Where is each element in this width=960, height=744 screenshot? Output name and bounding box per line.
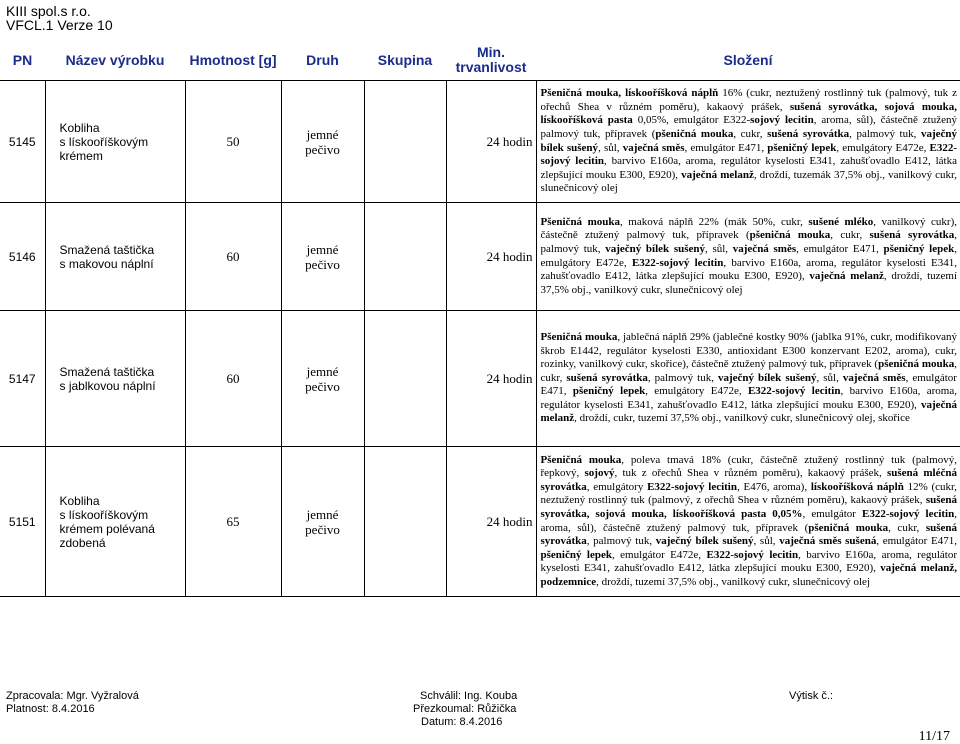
ingredient-text: , palmový tuk, [849, 127, 921, 140]
product-group [364, 311, 446, 447]
ingredient-text: , emulgátor E471, [684, 141, 768, 154]
allergen-text: pšeničný lepek [767, 141, 837, 154]
ingredient-text: , emulgátor E472e, [611, 548, 707, 561]
product-type-line: jemné [306, 506, 339, 522]
col-header-weight: Hmotnost [g] [185, 40, 281, 81]
ingredient-text: , tuk z ořechů Shea v různém poměru), kakaový prášek, [614, 467, 887, 480]
product-name-line: Kobliha [59, 120, 100, 135]
product-name-line: s jablkovou náplní [59, 378, 156, 393]
product-group [364, 203, 446, 311]
allergen-text: Pšeničná mouka [540, 215, 621, 228]
allergen-text: Pšeničná mouka [540, 453, 622, 466]
allergen-text: vaječná směs [732, 242, 797, 255]
ingredient-text: , emulgátory [586, 480, 648, 493]
product-code: 5147 [0, 311, 45, 447]
allergen-text: pšeničná mouka [878, 358, 955, 371]
allergen-text: E322-sojový lecitin [647, 480, 737, 493]
product-type-line: jemné [306, 363, 339, 379]
footer-date: Datum: 8.4.2016 [421, 716, 503, 728]
allergen-text: E322-sojový lecitin [706, 548, 799, 561]
product-composition [536, 311, 960, 447]
ingredient-text: , cukr, [733, 127, 768, 140]
product-name-line: krémem [59, 148, 103, 163]
page-number: 11/17 [918, 729, 950, 744]
company-name: KIII spol.s r.o. [6, 3, 91, 19]
allergen-text: pšeničná mouka [749, 229, 831, 242]
col-header-name: Název výrobku [45, 40, 185, 81]
ingredient-text: , aroma, sůl), částečně ztužený palmový tuk, přípravek ( [540, 114, 957, 140]
table-row [0, 311, 960, 447]
allergen-text: sušené mléko [808, 215, 874, 228]
allergen-text: vaječný bílek sušený [605, 242, 706, 255]
allergen-text: sušená syrovátka [540, 521, 958, 548]
table-row [0, 81, 960, 203]
ingredient-text: , cukr, [540, 358, 957, 384]
col-header-shelf-line1: Min. [477, 44, 505, 60]
table-row [0, 203, 960, 311]
ingredient-text: , sůl, [598, 141, 623, 154]
ingredient-text: , sůl, [816, 371, 843, 384]
product-code: 5146 [0, 203, 45, 311]
ingredient-text: , palmový tuk, [586, 535, 656, 548]
ingredient-text: , palmový tuk, [647, 371, 718, 384]
col-header-type: Druh [281, 40, 364, 81]
product-name [45, 311, 185, 447]
allergen-text: vaječná melanž [681, 168, 754, 181]
footer-print-number: Výtisk č.: [789, 690, 834, 702]
allergen-text: pšeničný lepek [572, 385, 646, 398]
product-name-line: s lískooříškovým [59, 507, 149, 522]
product-type [281, 447, 364, 597]
product-type-line: pečivo [305, 521, 340, 537]
ingredient-text: , cukr, [830, 229, 870, 242]
product-name [45, 203, 185, 311]
allergen-text: E322-sojový lecitin [540, 141, 957, 168]
allergen-text: pšeničný lepek [540, 548, 612, 561]
product-composition [536, 81, 960, 203]
ingredient-text: , droždí, tuzemák 37,5% obj., vanilkový cukr, slunečnicový olej [540, 168, 957, 195]
product-name-line: Smažená taštička [59, 242, 155, 257]
ingredient-text: , emulgátor [802, 507, 863, 520]
product-type-line: pečivo [305, 141, 340, 157]
ingredient-text: , emulgátor E471, [540, 371, 957, 398]
product-name [45, 81, 185, 203]
products-table [0, 40, 960, 597]
table-header-row [0, 40, 960, 81]
ingredient-text: , emulgátor E471, [796, 242, 884, 255]
product-name-line: s makovou náplní [59, 256, 154, 271]
product-name-line: Smažená taštička [59, 364, 155, 379]
product-weight: 60 [185, 203, 281, 311]
product-shelf-life: 24 hodin [446, 203, 536, 311]
product-name-line: s lískooříškovým [59, 134, 149, 149]
ingredient-text: , emulgátor E471, [876, 535, 957, 548]
allergen-text: vaječná melanž [540, 398, 957, 425]
ingredient-text: , emulgátory E472e, [540, 242, 957, 269]
ingredient-text: , E476, aroma), [736, 480, 811, 493]
ingredient-text: , emulgátory E472e, [836, 141, 930, 154]
allergen-text: vaječný bílek sušený [717, 371, 817, 384]
product-code: 5151 [0, 447, 45, 597]
allergen-text: vaječná melanž, podzemnice [540, 562, 957, 588]
product-weight: 65 [185, 447, 281, 597]
allergen-text: Pšeničná mouka, lískooříšková náplň [540, 87, 719, 100]
product-type-line: pečivo [305, 378, 340, 394]
allergen-text: vaječná směs [622, 141, 685, 154]
product-name-line: krémem polévaná [59, 521, 155, 536]
allergen-text: sojový [584, 467, 615, 480]
allergen-text: pšeničná mouka [655, 127, 734, 140]
ingredient-text: , barvivo E160a, aroma, regulátor kyselosti E341, zahušťovadlo E412, látka zlepšující mouku E300, E920), [540, 155, 957, 181]
product-type-line: jemné [306, 241, 339, 257]
allergen-text: vaječná směs sušená [779, 535, 877, 548]
allergen-text: E322-sojový lecitin [631, 256, 724, 269]
product-type-line: jemné [306, 126, 339, 142]
product-type-line: pečivo [305, 256, 340, 272]
allergen-text: sušená mléčná syrovátka [540, 467, 957, 493]
product-name-line: Kobliha [59, 493, 100, 508]
allergen-text: E322-sojový lecitin [862, 507, 955, 520]
ingredient-text: , vanilkový cukr), částečně ztužený palmový tuk, přípravek ( [540, 215, 958, 242]
product-composition [536, 203, 960, 311]
ingredient-text: , palmový tuk, [540, 229, 957, 255]
ingredient-text: , jablečná náplň 29% (jablečné kostky 90% (jablka 91%, cukr, modifikovaný škrob E1442, regulátor kyselosti E330, antioxidant E300 konzervant E202, aroma), cukr, rozinky, vanilkový cukr, skořice), částečně ztužený palmový tuk, přípravek ( [540, 330, 957, 371]
ingredient-text: , sůl, [705, 242, 733, 255]
allergen-text: lískooříšková náplň [810, 480, 904, 493]
allergen-text: vaječná melanž [809, 270, 884, 283]
ingredient-text: 16% (cukr, neztužený rostlinný tuk (palmový, tuk z ořechů Shea v různém poměru), kakaový prášek, [540, 87, 958, 113]
product-group [364, 447, 446, 597]
product-name [45, 447, 185, 597]
col-header-shelf-life [446, 40, 536, 81]
product-type [281, 311, 364, 447]
allergen-text: sušená syrovátka, sojová mouka, lískooříšková pasta 0,05% [540, 494, 957, 520]
ingredient-text: , droždí, cukr, tuzemí 37,5% obj., vanilkový cukr, slunečnicový olej, skořice [574, 412, 910, 425]
product-shelf-life: 24 hodin [446, 311, 536, 447]
ingredient-text: , droždí, tuzemí 37,5% obj., vanilkový cukr, slunečnicový olej [596, 575, 870, 588]
col-header-composition: Složení [536, 40, 960, 81]
ingredient-text: , barvivo E160a, aroma, regulátor kyselosti E341, zahušťovadlo E412, látka zlepšující mouku E300, E920), [540, 548, 957, 575]
ingredient-text: , aroma, sůl), částečně ztužený palmový tuk, přípravek ( [540, 507, 957, 534]
ingredient-text: , poleva tmavá 18% (cukr, částečně ztužený rostlinný tuk (palmový, řepkový, [540, 453, 957, 480]
allergen-text: Pšeničná mouka [540, 330, 618, 343]
col-header-group: Skupina [364, 40, 446, 81]
allergen-text: sušená syrovátka, sojová mouka, lískooříšková pasta [540, 100, 957, 127]
allergen-text: vaječný bílek sušený [540, 127, 957, 154]
product-weight: 60 [185, 311, 281, 447]
footer-approved-by: Schválil: Ing. Kouba [420, 690, 518, 702]
product-composition [536, 447, 960, 597]
ingredient-text: , droždí, tuzemí 37,5% obj., vanilkový cukr, slunečnicový olej [540, 270, 958, 296]
product-weight: 50 [185, 81, 281, 203]
product-shelf-life: 24 hodin [446, 81, 536, 203]
table-row [0, 447, 960, 597]
allergen-text: E322-sojový lecitin [747, 385, 841, 398]
document-version: VFCL.1 Verze 10 [6, 17, 113, 33]
footer-valid-from: Platnost: 8.4.2016 [6, 703, 95, 715]
allergen-text: sušená syrovátka [767, 127, 850, 140]
col-header-pn: PN [0, 40, 45, 81]
footer-prepared-by: Zpracovala: Mgr. Vyžralová [6, 690, 139, 702]
allergen-text: pšeničný lepek [883, 242, 955, 255]
allergen-text: sušená syrovátka [566, 371, 648, 384]
ingredient-text: , maková náplň 22% (mák 50%, cukr, [620, 215, 809, 228]
product-shelf-life: 24 hodin [446, 447, 536, 597]
ingredient-text: , emulgátory E472e, [645, 385, 748, 398]
ingredient-text: , barvivo E160a, aroma, regulátor kyselosti E341, zahušťovadlo E412, látka zlepšující mouku E300, E920), [540, 256, 957, 283]
product-group [364, 81, 446, 203]
allergen-text: pšeničná mouka [808, 521, 889, 534]
product-type [281, 81, 364, 203]
allergen-text: sojový lecitin [750, 114, 814, 127]
footer-reviewed-by: Přezkoumal: Růžička [413, 703, 517, 715]
ingredient-text: 0,05%, emulgátor E322- [632, 114, 751, 127]
allergen-text: sušená syrovátka [869, 229, 955, 242]
product-type [281, 203, 364, 311]
allergen-text: vaječný bílek sušený [655, 535, 754, 548]
ingredient-text: , sůl, [753, 535, 780, 548]
ingredient-text: , cukr, [888, 521, 926, 534]
allergen-text: vaječná směs [842, 371, 906, 384]
col-header-shelf-line2: trvanlivost [455, 59, 527, 75]
product-code: 5145 [0, 81, 45, 203]
product-name-line: zdobená [59, 535, 106, 550]
ingredient-text: , barvivo E160a, aroma, regulátor kyselosti E341, zahušťovadlo E412, látka zlepšující mouku E300, E920), [540, 385, 957, 411]
ingredient-text: 12% (cukr, neztužený rostlinný tuk (palmový, z ořechů Shea v různém poměru), kakaový prášek, [540, 480, 957, 507]
